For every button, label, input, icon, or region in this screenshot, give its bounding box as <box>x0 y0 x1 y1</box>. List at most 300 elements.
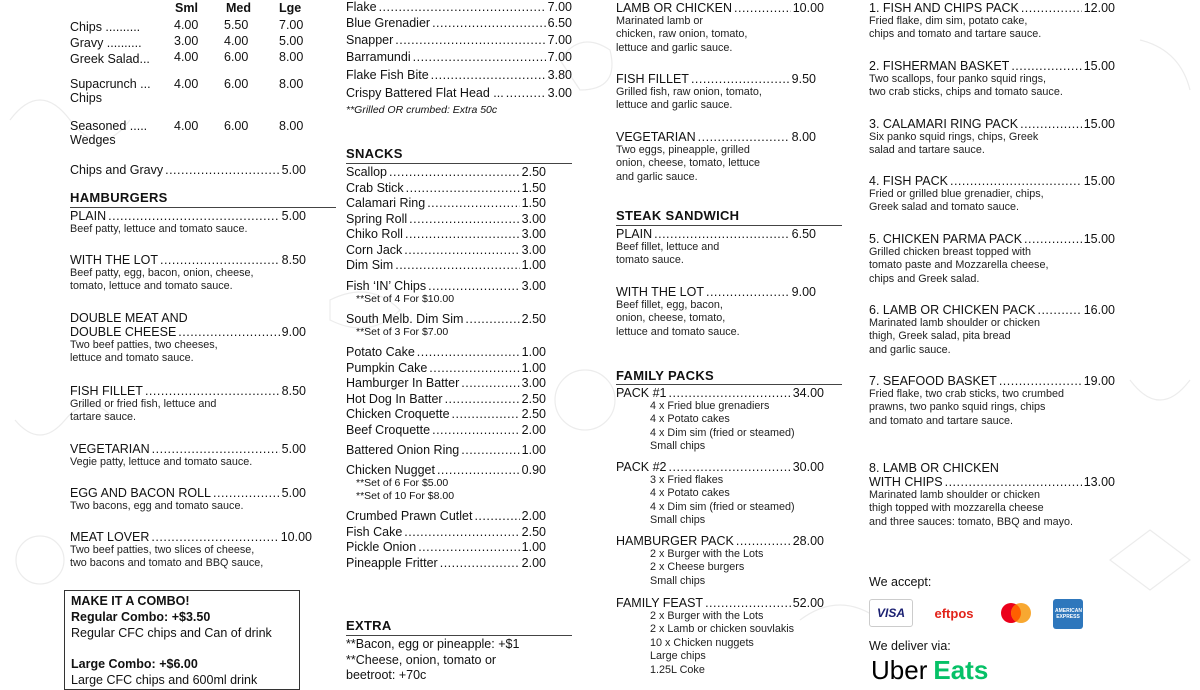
item-row <box>346 407 546 421</box>
item-price: 2.50 <box>521 165 546 179</box>
combo-regular-label: Regular Combo: +$3.50 <box>71 610 211 624</box>
item-description: and three sauces: tomato, BBQ and mayo. <box>869 515 1074 528</box>
menu-item <box>346 0 572 14</box>
item-name: 4. FISH PACK <box>869 174 948 188</box>
item-description: Greek salad and tomato sauce. <box>869 201 1020 214</box>
extra-line: **Cheese, onion, tomato or <box>346 652 497 667</box>
item-row <box>346 68 572 82</box>
dot-leader <box>669 460 791 474</box>
meal-pack-item <box>869 1 1115 42</box>
item-name: LAMB OR CHICKEN <box>616 1 732 15</box>
dot-leader <box>405 227 520 241</box>
combo-large-label: Large Combo: +$6.00 <box>71 657 198 671</box>
family-pack-item <box>616 534 824 588</box>
item-price: 2.00 <box>521 509 546 523</box>
item-description: thigh topped with mozzarella cheese <box>869 502 1044 515</box>
item-row <box>869 303 1115 317</box>
dot-leader <box>395 33 545 47</box>
combo-regular-description: Regular CFC chips and Can of drink <box>71 626 272 640</box>
item-name: Chicken Nugget <box>346 463 435 477</box>
pack-content: 4 x Dim sim (fried or steamed) <box>650 500 795 513</box>
item-row <box>346 258 546 272</box>
item-description: chicken, raw onion, tomato, <box>616 28 748 41</box>
menu-item <box>346 525 546 539</box>
item-description: and garlic sauce. <box>869 343 951 356</box>
item-name: MEAT LOVER <box>70 530 150 544</box>
dot-leader <box>178 325 279 339</box>
eftpos-icon <box>925 599 983 627</box>
item-row <box>346 376 546 390</box>
menu-item <box>346 165 546 179</box>
item-description: lettuce and tomato sauce. <box>70 352 194 365</box>
item-price: 15.00 <box>1083 59 1115 73</box>
section-title-steak-sandwich: STEAK SANDWICH <box>616 208 740 223</box>
menu-item <box>346 33 572 47</box>
section-divider <box>616 225 842 226</box>
item-name: Crispy Battered Flat Head ... <box>346 86 504 100</box>
menu-item <box>70 209 306 236</box>
menu-item <box>70 311 306 366</box>
item-name: PACK #2 <box>616 460 667 474</box>
item-name: Pumpkin Cake <box>346 361 428 375</box>
item-price: 1.00 <box>521 258 546 272</box>
item-name: Potato Cake <box>346 345 415 359</box>
dot-leader <box>950 174 1082 188</box>
menu-item <box>346 50 572 64</box>
item-description: two crab sticks, chips and tomato sauce. <box>869 86 1063 99</box>
item-name: Pickle Onion <box>346 540 417 554</box>
item-price: 30.00 <box>792 460 824 474</box>
item-name: Barramundi <box>346 50 411 64</box>
item-description: Two eggs, pineapple, grilled <box>616 144 750 156</box>
combo-box <box>64 590 300 690</box>
item-price: 19.00 <box>1083 374 1115 388</box>
menu-item <box>70 163 306 177</box>
item-row <box>346 312 546 326</box>
side-name: Chips .......... <box>70 20 141 34</box>
dot-leader <box>108 209 280 223</box>
item-price: 16.00 <box>1083 303 1115 317</box>
item-name: FISH FILLET <box>70 384 143 398</box>
item-name: PLAIN <box>70 209 107 223</box>
item-price: 1.00 <box>521 540 546 554</box>
dot-leader <box>1011 59 1081 73</box>
pack-content: 2 x Lamb or chicken souvlakis <box>650 623 795 636</box>
pack-content: 4 x Dim sim (fried or steamed) <box>650 426 795 439</box>
item-price: 2.50 <box>521 312 546 326</box>
item-row <box>869 374 1115 388</box>
family-pack-item <box>616 386 824 454</box>
dot-leader <box>389 165 520 179</box>
item-name: EGG AND BACON ROLL <box>70 486 212 500</box>
item-price: 6.50 <box>791 227 816 241</box>
dot-leader <box>160 253 280 267</box>
item-name: 3. CALAMARI RING PACK <box>869 117 1019 131</box>
menu-item <box>616 1 824 55</box>
pack-content: 2 x Burger with the Lots <box>650 548 764 560</box>
item-price: 2.00 <box>521 423 546 437</box>
pack-content: Small chips <box>650 440 706 453</box>
item-row <box>346 463 546 477</box>
item-row <box>346 361 546 375</box>
pack-content: 3 x Fried flakes <box>650 474 724 486</box>
pack-content: 10 x Chicken nuggets <box>650 636 754 649</box>
menu-item <box>346 540 546 554</box>
item-price: 2.50 <box>521 407 546 421</box>
item-description: Beef fillet, egg, bacon, <box>616 299 723 311</box>
item-name: 2. FISHERMAN BASKET <box>869 59 1010 73</box>
dot-leader <box>506 86 546 100</box>
side-price-medium: 5.50 <box>224 18 249 32</box>
item-description: Six panko squid rings, chips, Greek <box>869 131 1039 143</box>
visa-icon <box>869 599 913 627</box>
item-row <box>346 196 546 210</box>
item-description: chips and Greek salad. <box>869 272 980 285</box>
item-name: Chicken Croquette <box>346 407 450 421</box>
meal-pack-item <box>869 461 1115 529</box>
combo-title: MAKE IT A COMBO! <box>71 594 190 608</box>
item-name: 5. CHICKEN PARMA PACK <box>869 232 1023 246</box>
item-price: 9.50 <box>791 72 816 86</box>
item-name: Crumbed Prawn Cutlet <box>346 509 473 523</box>
dot-leader <box>406 181 520 195</box>
extra-line: **Bacon, egg or pineapple: +$1 <box>346 637 520 651</box>
side-name: Gravy .......... <box>70 36 142 50</box>
item-name: Hot Dog In Batter <box>346 392 443 406</box>
side-price-large: 8.00 <box>279 119 304 133</box>
item-price: 7.00 <box>547 0 572 14</box>
item-description: tomato, lettuce and tomato sauce. <box>70 280 233 293</box>
side-item <box>70 50 336 68</box>
section-title-snacks: SNACKS <box>346 146 403 161</box>
item-description: lettuce and garlic sauce. <box>616 99 733 112</box>
dot-leader <box>145 384 280 398</box>
side-price-medium: 6.00 <box>224 50 249 64</box>
item-name: DOUBLE MEAT AND <box>70 311 188 325</box>
item-row <box>346 509 546 523</box>
item-price: 3.00 <box>521 279 546 293</box>
item-price: 1.00 <box>521 443 546 457</box>
item-name: 1. FISH AND CHIPS PACK <box>869 1 1019 15</box>
side-item <box>70 77 336 105</box>
item-name: FAMILY FEAST <box>616 596 704 610</box>
item-description: chips and tomato and tartare sauce. <box>869 28 1042 41</box>
pack-content: 4 x Potato cakes <box>650 413 730 426</box>
item-row <box>346 181 546 195</box>
item-name: Fish ‘IN’ Chips <box>346 279 427 293</box>
dot-leader <box>698 130 790 144</box>
item-description: Grilled or fried fish, lettuce and <box>70 398 217 410</box>
dot-leader <box>1020 117 1082 131</box>
item-name: PLAIN <box>616 227 653 241</box>
menu-item <box>346 196 546 210</box>
item-name: Spring Roll <box>346 212 408 226</box>
dot-leader <box>654 227 790 241</box>
dot-leader <box>465 312 519 326</box>
item-description: Marinated lamb shoulder or chicken <box>869 489 1041 501</box>
meal-pack-item <box>869 174 1115 215</box>
item-name: WITH THE LOT <box>616 285 704 299</box>
menu-item <box>346 312 546 339</box>
pack-content: Large chips <box>650 650 706 663</box>
uber-eats-logo <box>871 656 988 684</box>
menu-item <box>346 423 546 437</box>
item-name: PACK #1 <box>616 386 667 400</box>
item-price: 5.00 <box>281 209 306 223</box>
item-description: Two beef patties, two cheeses, <box>70 339 218 351</box>
dot-leader <box>379 0 546 14</box>
item-name: Chips and Gravy <box>70 163 164 177</box>
item-description: Grilled fish, raw onion, tomato, <box>616 86 762 98</box>
item-price: 2.50 <box>521 392 546 406</box>
item-name: Flake <box>346 0 377 14</box>
menu-item <box>616 72 816 113</box>
item-name: Flake Fish Bite <box>346 68 429 82</box>
item-name: VEGETARIAN <box>70 442 150 456</box>
item-description: and garlic sauce. <box>616 170 698 183</box>
item-price: 15.00 <box>1083 117 1115 131</box>
item-name: Crab Stick <box>346 181 404 195</box>
item-description: and tomato and tartare sauce. <box>869 414 1014 427</box>
dot-leader <box>669 386 791 400</box>
family-pack-item <box>616 596 824 677</box>
item-row <box>346 345 546 359</box>
menu-item <box>346 509 546 523</box>
item-price: 3.00 <box>521 376 546 390</box>
item-description: Marinated lamb shoulder or chicken <box>869 317 1041 329</box>
visa-label: VISA <box>876 606 905 620</box>
dot-leader <box>736 534 791 548</box>
dot-leader <box>395 258 519 272</box>
item-name: Fish Cake <box>346 525 403 539</box>
menu-item <box>346 407 546 421</box>
item-price: 1.00 <box>521 345 546 359</box>
item-row <box>346 227 546 241</box>
item-row <box>869 1 1115 15</box>
eftpos-label: eftpos <box>934 605 974 621</box>
dot-leader <box>437 463 520 477</box>
item-price: 1.50 <box>521 196 546 210</box>
item-row <box>346 443 546 457</box>
item-price: 10.00 <box>280 530 312 544</box>
dot-leader <box>1021 1 1082 15</box>
dot-leader <box>999 374 1082 388</box>
amex-icon <box>1053 599 1083 629</box>
menu-item <box>346 258 546 272</box>
side-price-small: 4.00 <box>174 119 199 133</box>
menu-item <box>346 86 572 100</box>
dot-leader <box>417 345 520 359</box>
dot-leader <box>432 423 520 437</box>
item-price: 7.00 <box>547 33 572 47</box>
item-price: 15.00 <box>1083 174 1115 188</box>
item-description: tartare sauce. <box>70 411 137 424</box>
item-name: VEGETARIAN <box>616 130 696 144</box>
menu-item <box>346 227 546 241</box>
dot-leader <box>1037 303 1081 317</box>
dot-leader <box>413 50 546 64</box>
dot-leader <box>705 596 791 610</box>
item-price: 3.00 <box>521 243 546 257</box>
item-row <box>346 392 546 406</box>
side-price-large: 7.00 <box>279 18 304 32</box>
item-row <box>869 174 1115 188</box>
dot-leader <box>152 442 280 456</box>
item-row <box>346 165 546 179</box>
item-name: 8. LAMB OR CHICKEN <box>869 461 999 475</box>
dot-leader <box>151 530 278 544</box>
set-offer: **Set of 3 For $7.00 <box>356 326 449 338</box>
item-price: 12.00 <box>1083 1 1115 15</box>
item-description: Fried flake, dim sim, potato cake, <box>869 15 1028 27</box>
eats-wordmark: Eats <box>933 655 989 685</box>
size-header-large: Lge <box>279 1 302 15</box>
item-price: 5.00 <box>281 486 306 500</box>
item-name: HAMBURGER PACK <box>616 534 734 548</box>
item-row <box>346 279 546 293</box>
item-name: Dim Sim <box>346 258 394 272</box>
item-price: 9.00 <box>281 325 306 339</box>
dot-leader <box>945 475 1082 489</box>
item-name: Battered Onion Ring <box>346 443 460 457</box>
section-title-hamburgers: HAMBURGERS <box>70 190 168 205</box>
item-price: 1.50 <box>521 181 546 195</box>
side-price-large: 8.00 <box>279 50 304 64</box>
item-price: 7.00 <box>547 50 572 64</box>
item-description: Beef patty, egg, bacon, onion, cheese, <box>70 267 254 279</box>
section-divider <box>346 163 572 164</box>
item-name: Scallop <box>346 165 387 179</box>
dot-leader <box>445 392 520 406</box>
dot-leader <box>461 443 519 457</box>
side-name: Greek Salad... <box>70 52 150 66</box>
item-name: Chiko Roll <box>346 227 403 241</box>
meal-pack-item <box>869 232 1115 286</box>
side-price-medium: 4.00 <box>224 34 249 48</box>
dot-leader <box>409 212 520 226</box>
dot-leader <box>452 407 520 421</box>
item-price: 3.00 <box>521 212 546 226</box>
item-price: 8.50 <box>281 384 306 398</box>
dot-leader <box>461 376 519 390</box>
item-row <box>346 556 546 570</box>
dot-leader <box>428 279 520 293</box>
pack-content: Small chips <box>650 514 706 527</box>
item-name: Snapper <box>346 33 394 47</box>
dot-leader <box>404 525 519 539</box>
meal-pack-item <box>869 117 1115 158</box>
item-price: 9.00 <box>791 285 816 299</box>
pack-content: 4 x Potato cakes <box>650 487 730 500</box>
item-description: salad and tartare sauce. <box>869 144 985 157</box>
item-row <box>346 243 546 257</box>
item-name: Hamburger In Batter <box>346 376 460 390</box>
side-name-line2: Chips <box>70 91 102 105</box>
side-price-large: 8.00 <box>279 77 304 91</box>
menu-item <box>346 279 546 306</box>
meal-pack-item <box>869 59 1115 100</box>
section-title-family-packs: FAMILY PACKS <box>616 368 714 383</box>
item-description: Beef patty, lettuce and tomato sauce. <box>70 223 248 235</box>
item-description: Beef fillet, lettuce and <box>616 241 720 253</box>
menu-item <box>616 227 816 268</box>
item-description: Fried flake, two crab sticks, two crumbed <box>869 388 1065 400</box>
item-row <box>346 540 546 554</box>
item-description: tomato paste and Mozzarella cheese, <box>869 259 1049 272</box>
item-row <box>346 86 572 100</box>
item-description: Two scallops, four panko squid rings, <box>869 73 1047 85</box>
side-name: Seasoned ..... <box>70 119 148 133</box>
dot-leader <box>418 540 519 554</box>
item-price: 0.90 <box>521 463 546 477</box>
side-name: Supacrunch ... <box>70 77 151 91</box>
item-name: Beef Croquette <box>346 423 431 437</box>
item-name-line2: DOUBLE CHEESE <box>70 325 177 339</box>
item-name: Pineapple Fritter <box>346 556 438 570</box>
section-divider <box>346 635 572 636</box>
combo-large-description: Large CFC chips and 600ml drink <box>71 673 258 687</box>
item-description: thigh, Greek salad, pita bread <box>869 330 1011 343</box>
item-price: 3.80 <box>547 68 572 82</box>
item-description: two bacons and tomato and BBQ sauce, <box>70 557 264 570</box>
pack-content: 2 x Cheese burgers <box>650 561 745 574</box>
item-description: prawns, two panko squid rings, chips <box>869 401 1046 414</box>
dot-leader <box>427 196 519 210</box>
item-description: Vegie patty, lettuce and tomato sauce. <box>70 456 253 468</box>
item-description: onion, cheese, tomato, lettuce <box>616 157 761 170</box>
side-item <box>70 119 336 147</box>
item-row <box>346 33 572 47</box>
item-row <box>869 59 1115 73</box>
menu-item <box>70 530 312 571</box>
item-row <box>346 423 546 437</box>
uber-wordmark: Uber <box>871 655 928 685</box>
item-row <box>869 117 1115 131</box>
set-offer: **Set of 4 For $10.00 <box>356 293 455 305</box>
section-divider <box>70 207 336 208</box>
dot-leader <box>432 16 546 30</box>
menu-item <box>346 345 546 359</box>
size-header-medium: Med <box>226 1 251 15</box>
item-price: 52.00 <box>792 596 824 610</box>
dot-leader <box>691 72 790 86</box>
dot-leader <box>429 361 519 375</box>
side-price-small: 4.00 <box>174 77 199 91</box>
menu-item <box>616 130 816 184</box>
side-price-medium: 6.00 <box>224 77 249 91</box>
item-price: 3.00 <box>547 86 572 100</box>
menu-item <box>70 253 306 294</box>
item-row <box>346 0 572 14</box>
menu-item <box>616 285 816 339</box>
menu-item <box>346 376 546 390</box>
menu-item <box>346 361 546 375</box>
item-price: 8.00 <box>791 130 816 144</box>
set-offer: **Set of 6 For $5.00 <box>356 477 449 489</box>
item-description: lettuce and tomato sauce. <box>616 325 740 338</box>
pack-content: 1.25L Coke <box>650 663 705 676</box>
mastercard-logo <box>997 601 1035 625</box>
menu-item <box>346 181 546 195</box>
pack-content: 2 x Burger with the Lots <box>650 610 764 622</box>
item-price: 28.00 <box>792 534 824 548</box>
item-price: 6.50 <box>547 16 572 30</box>
extra-line: beetroot: +70c <box>346 668 427 682</box>
size-header-small: Sml <box>175 1 198 15</box>
dot-leader <box>431 68 546 82</box>
item-name: South Melb. Dim Sim <box>346 312 464 326</box>
item-name: 7. SEAFOOD BASKET <box>869 374 997 388</box>
